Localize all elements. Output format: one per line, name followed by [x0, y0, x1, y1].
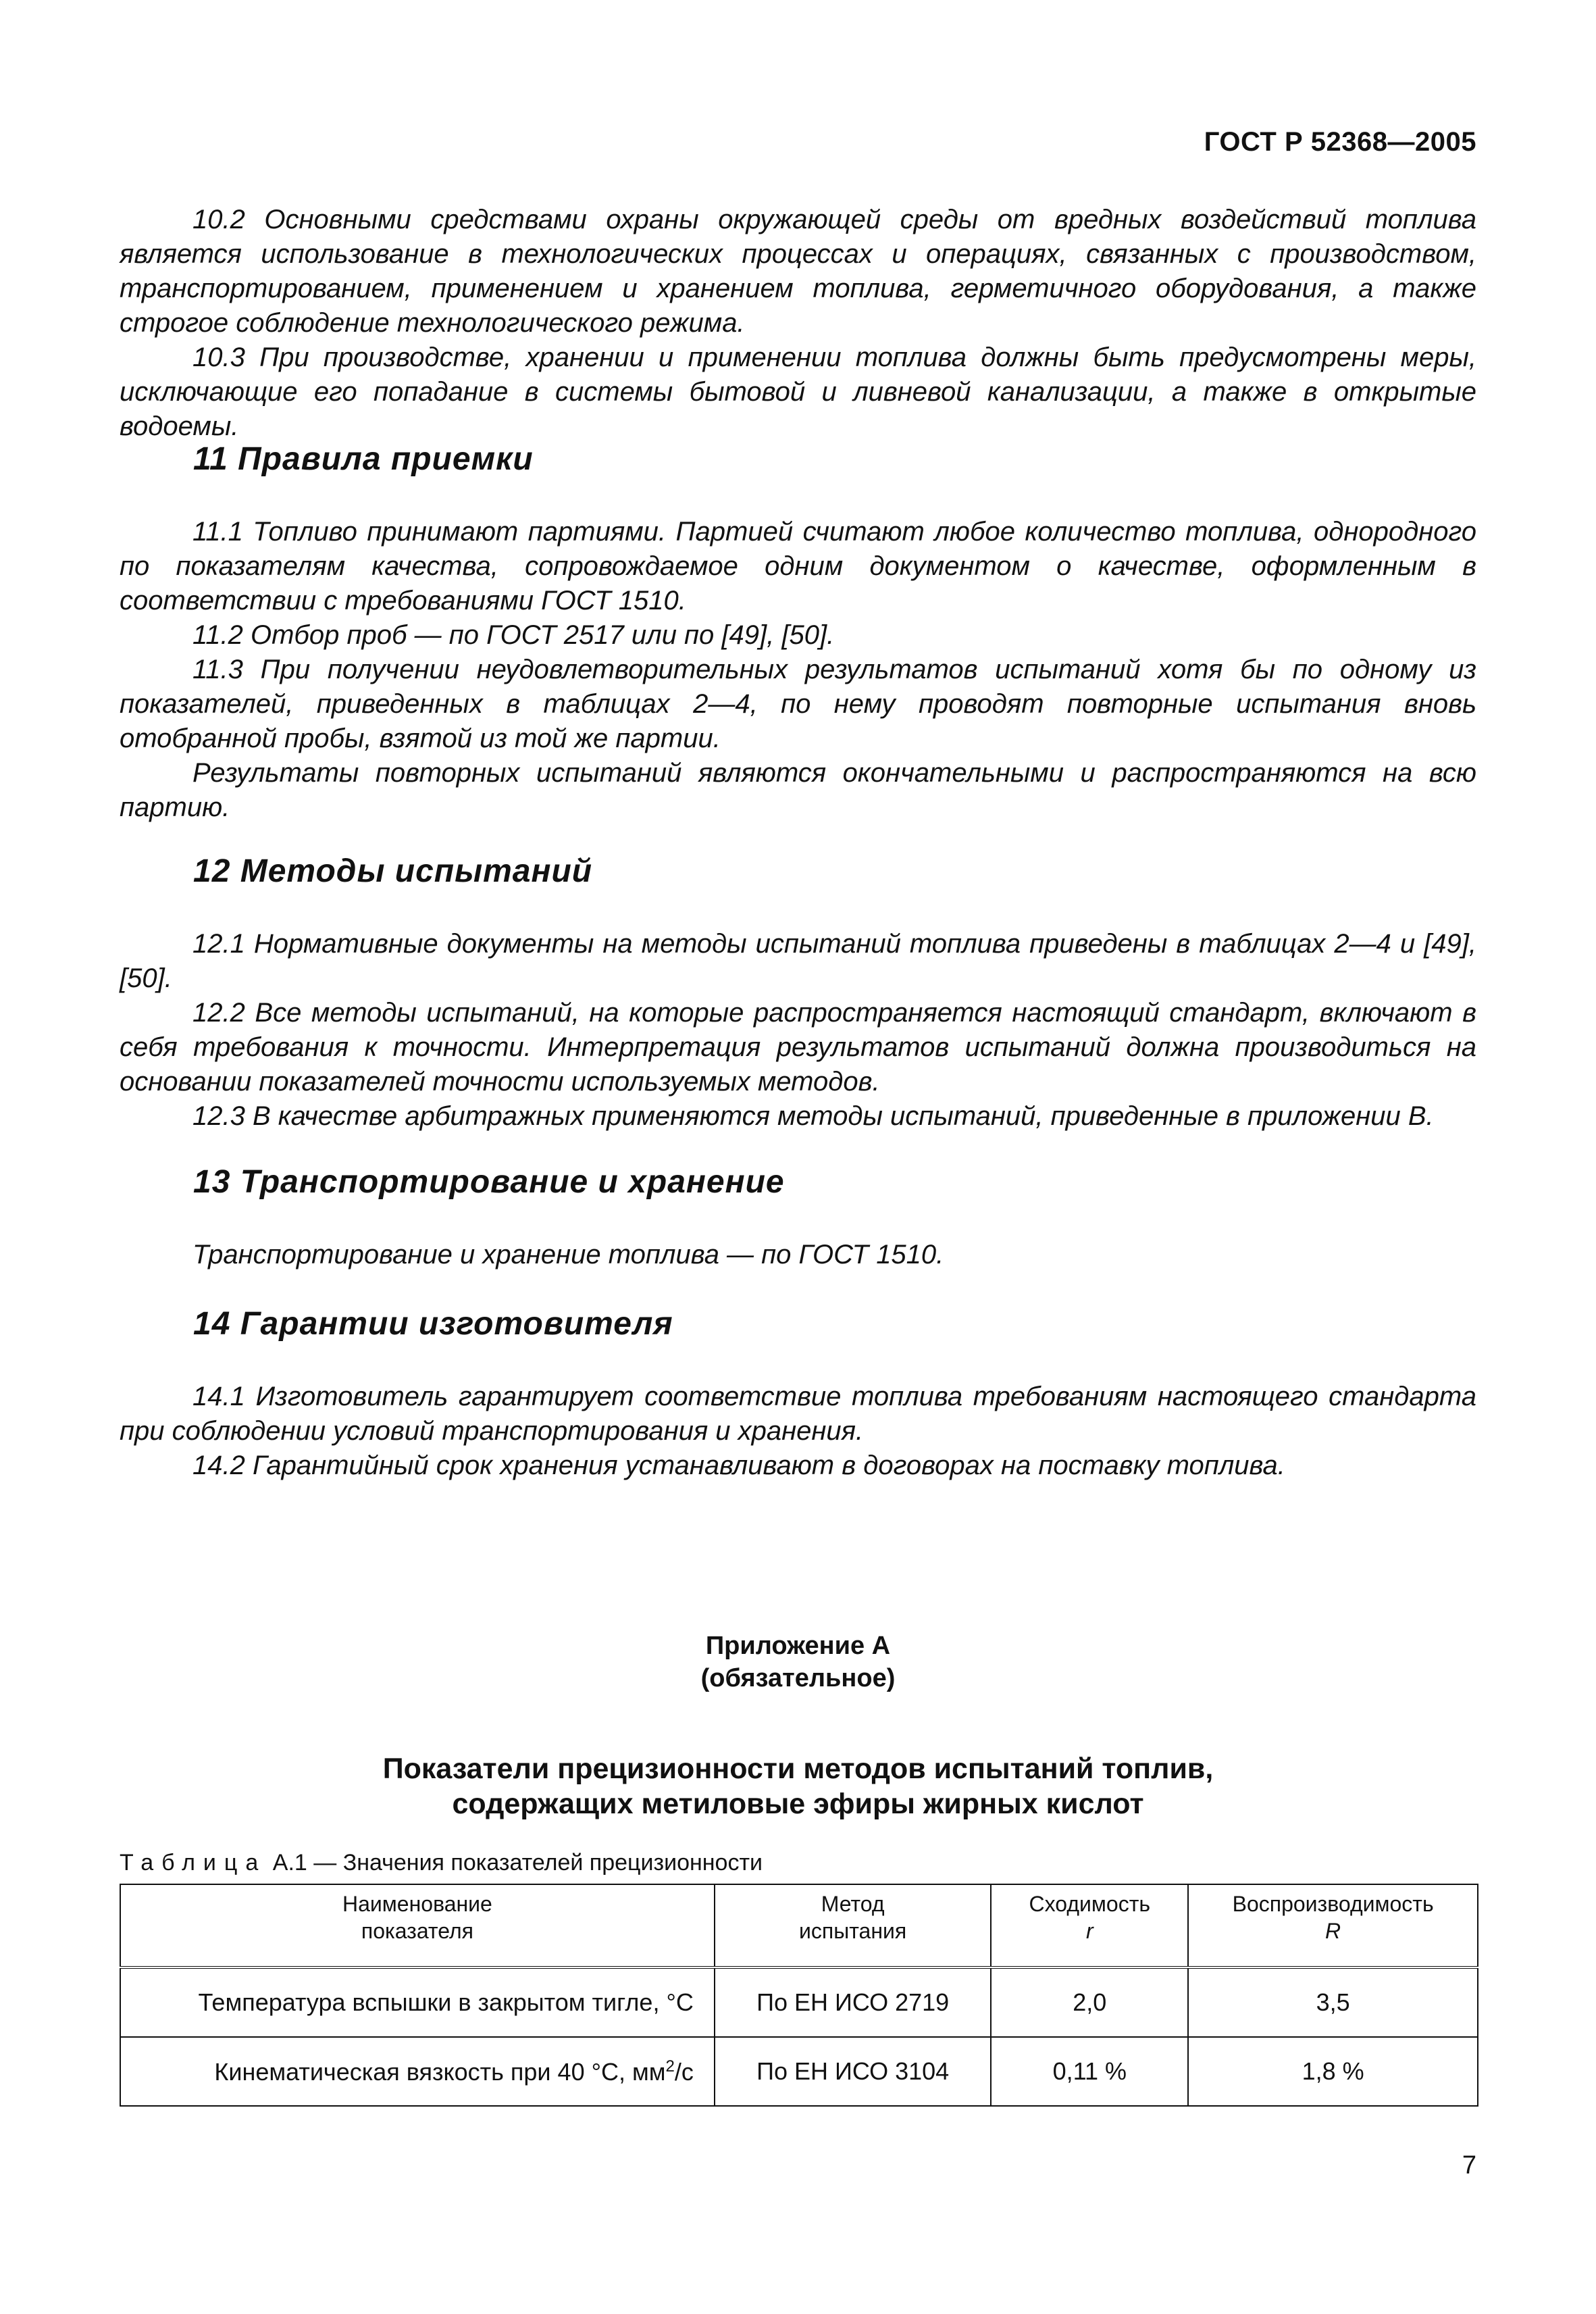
cell-test-method: По ЕН ИСО 3104 — [715, 2037, 992, 2106]
paragraph-11-1: 11.1 Топливо принимают партиями. Партией считают любое количество топлива, однородного по показателям качества, сопровождаемое одним документом о качестве, оформленным в соответствии с требованиями ГОСТ 1510. — [120, 517, 1476, 615]
paragraph-14-1: 14.1 Изготовитель гарантирует соответствие топлива требованиям настоящего стандарта при соблюдении условий транспортирования и хранения. — [120, 1382, 1476, 1446]
cell-repeatability: 0,11 % — [991, 2037, 1188, 2106]
paragraph-11-2: 11.2 Отбор проб — по ГОСТ 2517 или по [49], [50]. — [192, 620, 835, 650]
table-row — [120, 2037, 1478, 2106]
cell-test-method: По ЕН ИСО 2719 — [715, 1967, 992, 2037]
paragraph-10-3: 10.3 При производстве, хранении и применении топлива должны быть предусмотрены меры, исключающие его попадание в системы бытовой и ливневой канализации, а также в открытые водоемы. — [120, 343, 1476, 441]
table-caption — [120, 1850, 763, 1876]
section-13-body — [120, 1238, 1476, 1272]
appendix-title-line-2: содержащих метиловые эфиры жирных кислот — [452, 1788, 1144, 1820]
page-number: 7 — [1462, 2151, 1476, 2180]
paragraph-12-2: 12.2 Все методы испытаний, на которые распространяется настоящий стандарт, включают в себя требования к точности. Интерпретация результатов испытаний должна производиться на основании показателей точности используемых методов. — [120, 998, 1476, 1097]
table-header-row — [120, 1884, 1478, 1967]
standard-number-header: ГОСТ Р 52368—2005 — [1204, 127, 1476, 157]
section-12-heading: 12 Методы испытаний — [193, 853, 593, 889]
appendix-title-line-1: Показатели прецизионности методов испытаний топлив, — [382, 1753, 1214, 1785]
table-caption-word: Таблица — [120, 1850, 267, 1876]
section-13-heading: 13 Транспортирование и хранение — [193, 1164, 785, 1200]
cell-reproducibility: 3,5 — [1188, 1967, 1478, 2037]
section-14-heading: 14 Гарантии изготовителя — [193, 1306, 673, 1342]
table-row — [120, 1967, 1478, 2037]
paragraph-12-1: 12.1 Нормативные документы на методы испытаний топлива приведены в таблицах 2—4 и [49], [50]. — [120, 929, 1476, 993]
cell-indicator-name: Температура вспышки в закрытом тигле, °С — [120, 1967, 715, 2037]
paragraph-11-3: 11.3 При получении неудовлетворительных результатов испытаний хотя бы по одному из показателей, приведенных в таблицах 2—4, по нему проводят повторные испытания вновь отобранной пробы, взятой из той же партии. — [120, 655, 1476, 753]
cell-indicator-name: Кинематическая вязкость при 40 °С, $мм^2/с$ — [120, 2037, 715, 2106]
header-test-method: Метод испытания — [715, 1884, 992, 1967]
appendix-title — [0, 1751, 1596, 1821]
header-indicator-name: Наименование показателя — [120, 1884, 715, 1967]
table-caption-text: А.1 — Значения показателей прецизионности — [272, 1850, 763, 1876]
header-repeatability: Сходимость r — [991, 1884, 1188, 1967]
header-reproducibility: Воспроизводимость R — [1188, 1884, 1478, 1967]
section-10-continuation — [120, 203, 1476, 444]
section-11-body — [120, 515, 1476, 825]
section-14-body — [120, 1380, 1476, 1483]
paragraph-14-2: 14.2 Гарантийный срок хранения устанавливают в договорах на поставку топлива. — [192, 1451, 1285, 1480]
cell-repeatability: 2,0 — [991, 1967, 1188, 2037]
paragraph-11-3-continued: Результаты повторных испытаний являются окончательными и распространяются на всю партию. — [120, 758, 1476, 822]
cell-reproducibility: 1,8 % — [1188, 2037, 1478, 2106]
section-11-heading: 11 Правила приемки — [193, 441, 534, 477]
appendix-status: (обязательное) — [700, 1664, 896, 1692]
paragraph-12-3: 12.3 В качестве арбитражных применяются методы испытаний, приведенные в приложении В. — [192, 1101, 1434, 1131]
appendix-label-block — [0, 1630, 1596, 1694]
precision-table — [120, 1884, 1478, 2107]
paragraph-13: Транспортирование и хранение топлива — по ГОСТ 1510. — [192, 1240, 944, 1269]
section-12-body — [120, 927, 1476, 1134]
appendix-label: Приложение А — [705, 1632, 891, 1660]
paragraph-10-2: 10.2 Основными средствами охраны окружающей среды от вредных воздействий топлива является использование в технологических процессах и операциях, связанных с производством, транспортированием, применением и хранением топлива, герметичного оборудования, а также строгое соблюдение технологического режима. — [120, 205, 1476, 338]
